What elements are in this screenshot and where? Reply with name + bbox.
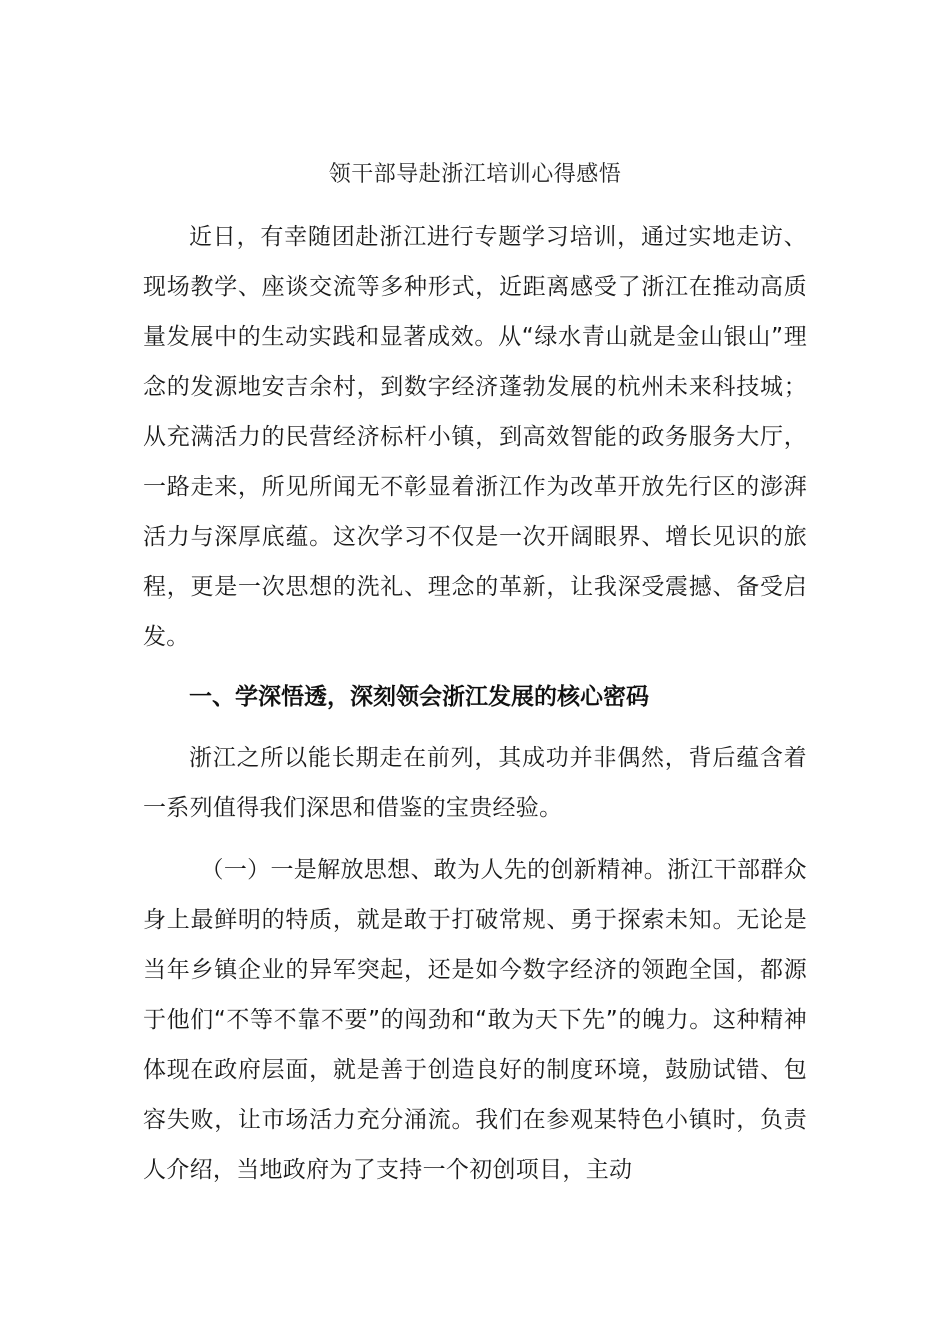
section-1-paragraph-1: 浙江之所以能长期走在前列，其成功并非偶然，背后蕴含着一系列值得我们深思和借鉴的宝贵经验。 [143,745,807,821]
document-title: 领干部导赴浙江培训心得感悟 [328,162,622,187]
section-heading-1: 一、学深悟透，深刻领会浙江发展的核心密码 [189,684,649,710]
intro-paragraph: 近日，有幸随团赴浙江进行专题学习培训，通过实地走访、现场教学、座谈交流等多种形式，近距离感受了浙江在推动高质量发展中的生动实践和显著成效。从“绿水青山就是金山银山”理念的发源地安吉余村，到数字经济蓬勃发展的杭州未来科技城；从充满活力的民营经济标杆小镇，到高效智能的政务服务大厅，一路走来，所见所闻无不彰显着浙江作为改革开放先行区的澎湃活力与深厚底蕴。这次学习不仅是一次开阔眼界、增长见识的旅程，更是一次思想的洗礼、理念的革新，让我深受震撼、备受启发。 [143,224,807,650]
section-1-paragraph-2: （一）一是解放思想、敢为人先的创新精神。浙江干部群众身上最鲜明的特质，就是敢于打破常规、勇于探索未知。无论是当年乡镇企业的异军突起，还是如今数字经济的领跑全国，都源于他们“不等不靠不要”的闯劲和“敢为天下先”的魄力。这种精神体现在政府层面，就是善于创造良好的制度环境，鼓励试错、包容失败，让市场活力充分涌流。我们在参观某特色小镇时，负责人介绍，当地政府为了支持一个初创项目，主动 [143,857,807,1183]
